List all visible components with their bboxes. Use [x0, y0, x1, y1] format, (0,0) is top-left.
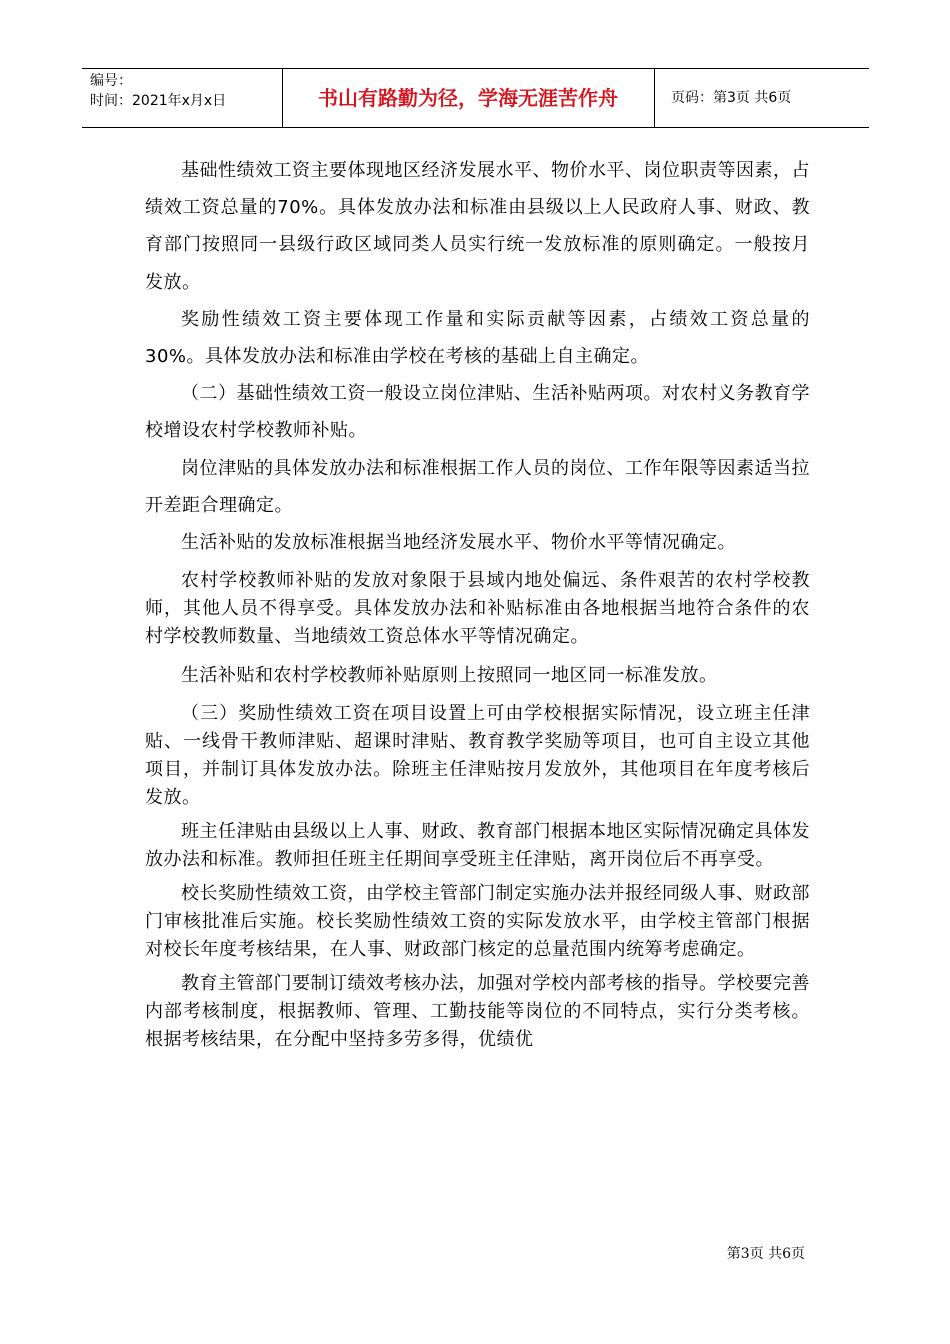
header-meta	[90, 71, 226, 111]
paragraph: 基础性绩效工资主要体现地区经济发展水平、物价水平、岗位职责等因素，占绩效工资总量的70%。具体发放办法和标准由县级以上人民政府人事、财政、教育部门按照同一县级行政区域同类人员实行统一发放标准的原则确定。一般按月发放。	[145, 160, 810, 293]
paragraph: 奖励性绩效工资主要体现工作量和实际贡献等因素，占绩效工资总量的30%。具体发放办法和标准由学校在考核的基础上自主确定。	[145, 308, 810, 368]
paragraph: 农村学校教师补贴的发放对象限于县域内地处偏远、条件艰苦的农村学校教师，其他人员不得享受。具体发放办法和补贴标准由各地根据当地符合条件的农村学校教师数量、当地绩效工资总体水平等情况确定。	[145, 570, 810, 648]
document-header	[82, 68, 869, 128]
paragraph: 生活补贴的发放标准根据当地经济发展水平、物价水平等情况确定。	[181, 532, 736, 554]
document-body	[145, 152, 810, 1060]
page-footer: 第3页 共6页	[726, 1246, 805, 1262]
paragraph: 校长奖励性绩效工资，由学校主管部门制定实施办法并报经同级人事、财政部门审核批准后实施。校长奖励性绩效工资的实际发放水平，由学校主管部门根据对校长年度考核结果，在人事、财政部门核定的总量范围内统筹考虑确定。	[145, 883, 810, 961]
header-motto: 书山有路勤为径，学海无涯苦作舟	[318, 86, 618, 110]
header-divider-right	[654, 68, 655, 128]
header-page-info: 页码：第3页 共6页	[671, 90, 792, 106]
paragraph: 班主任津贴由县级以上人事、财政、教育部门根据本地区实际情况确定具体发放办法和标准。教师担任班主任期间享受班主任津贴，离开岗位后不再享受。	[145, 821, 810, 871]
paragraph: 生活补贴和农村学校教师补贴原则上按照同一地区同一标准发放。	[181, 665, 718, 687]
paragraph: （三）奖励性绩效工资在项目设置上可由学校根据实际情况，设立班主任津贴、一线骨干教师津贴、超课时津贴、教育教学奖励等项目，也可自主设立其他项目，并制订具体发放办法。除班主任津贴按月发放外，其他项目在年度考核后发放。	[145, 703, 810, 809]
header-number-label: 编号：	[90, 73, 132, 89]
paragraph: （二）基础性绩效工资一般设立岗位津贴、生活补贴两项。对农村义务教育学校增设农村学校教师补贴。	[145, 383, 810, 442]
header-time-label: 时间：2021年x月x日	[90, 93, 227, 109]
paragraph: 岗位津贴的具体发放办法和标准根据工作人员的岗位、工作年限等因素适当拉开差距合理确定。	[145, 457, 810, 516]
paragraph: 教育主管部门要制订绩效考核办法，加强对学校内部考核的指导。学校要完善内部考核制度，根据教师、管理、工勤技能等岗位的不同特点，实行分类考核。根据考核结果，在分配中坚持多劳多得，优绩优	[145, 973, 810, 1051]
